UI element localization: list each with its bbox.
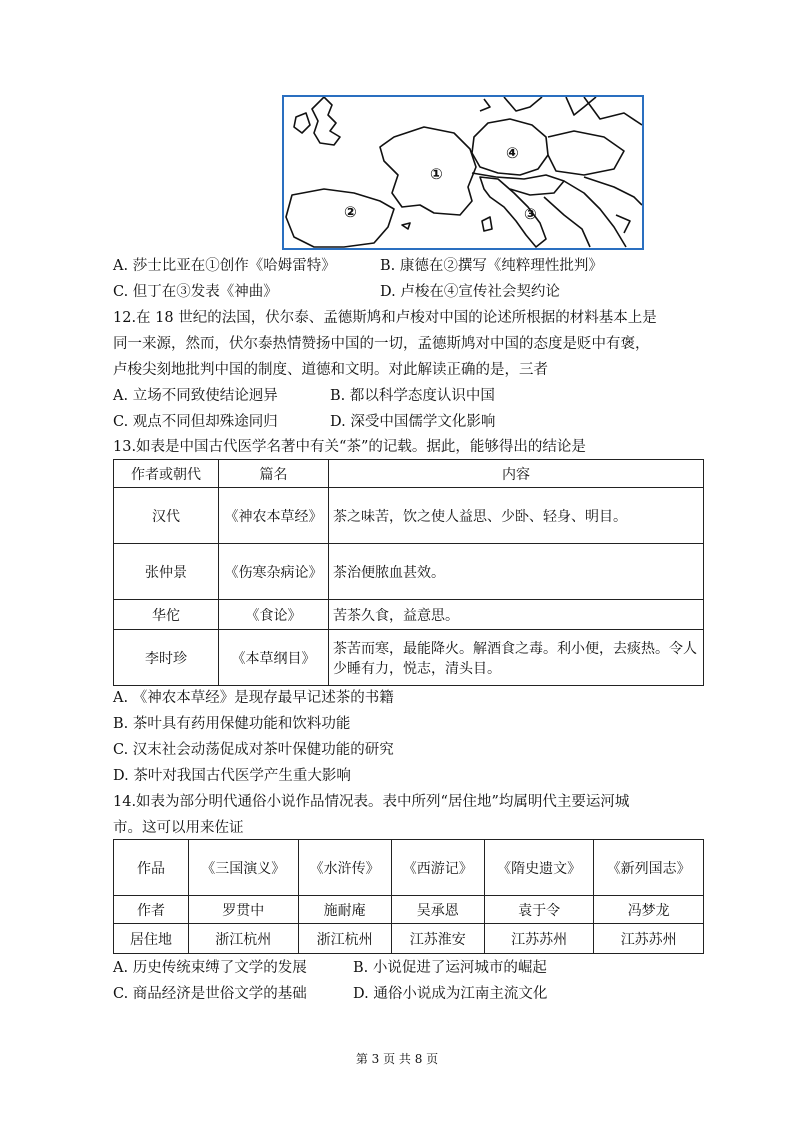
- map-marker-1: ①: [430, 165, 443, 183]
- q14-stem-line-1: 14.如表为部分明代通俗小说作品情况表。表中所列“居住地”均属明代主要运河城: [113, 794, 630, 810]
- map-drawing: [284, 97, 642, 248]
- table-cell: 《三国演义》: [189, 840, 299, 896]
- table-cell: 浙江杭州: [189, 924, 299, 954]
- table-cell: 吴承恩: [391, 896, 484, 924]
- table-cell: 茶治便脓血甚效。: [329, 544, 704, 600]
- q12-stem-line-2: 同一来源，然而，伏尔泰热情赞扬中国的一切，孟德斯鸠对中国的态度是贬中有褒，: [113, 336, 650, 352]
- row-header-cell: 作品: [114, 840, 189, 896]
- header-cell: 内容: [329, 460, 704, 488]
- table-cell: 茶苦而寒，最能降火。解酒食之毒。利小便，去痰热。令人少睡有力，悦志，清头目。: [329, 630, 704, 686]
- table-cell: 茶之味苦，饮之使人益思、少卧、轻身、明目。: [329, 488, 704, 544]
- header-cell: 作者或朝代: [114, 460, 219, 488]
- map-marker-2: ②: [344, 203, 357, 221]
- table-row: [114, 488, 704, 544]
- europe-map: [282, 95, 644, 250]
- q12-option-b[interactable]: B. 都以科学态度认识中国: [330, 388, 495, 404]
- table-cell: 《隋史遗文》: [484, 840, 594, 896]
- table-cell: 汉代: [114, 488, 219, 544]
- table-cell: 《伤寒杂病论》: [219, 544, 329, 600]
- map-marker-3: ③: [524, 205, 537, 223]
- q14-option-b[interactable]: B. 小说促进了运河城市的崛起: [353, 960, 547, 976]
- table-cell: 施耐庵: [298, 896, 391, 924]
- table-row: [114, 924, 704, 954]
- q11-option-a[interactable]: A. 莎士比亚在①创作《哈姆雷特》: [113, 258, 336, 274]
- row-header-cell: 作者: [114, 896, 189, 924]
- q11-option-b[interactable]: B. 康德在②撰写《纯粹理性批判》: [380, 258, 603, 274]
- page-footer: 第 3 页 共 8 页: [355, 1052, 439, 1066]
- q13-option-c[interactable]: C. 汉末社会动荡促成对茶叶保健功能的研究: [113, 742, 394, 758]
- table-cell: 《新列国志》: [594, 840, 704, 896]
- table-cell: 浙江杭州: [298, 924, 391, 954]
- q14-table: [113, 839, 704, 954]
- q12-stem-line-1: 12.在 18 世纪的法国，伏尔泰、孟德斯鸠和卢梭对中国的论述所根据的材料基本上是: [113, 310, 657, 326]
- table-cell: 《食论》: [219, 600, 329, 630]
- table-cell: 江苏苏州: [484, 924, 594, 954]
- table-cell: 苦茶久食，益意思。: [329, 600, 704, 630]
- q14-option-d[interactable]: D. 通俗小说成为江南主流文化: [353, 986, 548, 1002]
- table-cell: 《本草纲目》: [219, 630, 329, 686]
- q12-option-c[interactable]: C. 观点不同但却殊途同归: [113, 414, 278, 430]
- q13-table: [113, 459, 704, 686]
- table-row: [114, 896, 704, 924]
- q14-option-a[interactable]: A. 历史传统束缚了文学的发展: [113, 960, 307, 976]
- table-cell: 袁于令: [484, 896, 594, 924]
- table-row: [114, 630, 704, 686]
- table-cell: 《水浒传》: [298, 840, 391, 896]
- table-row: [114, 544, 704, 600]
- table-cell: 罗贯中: [189, 896, 299, 924]
- table-cell: 冯梦龙: [594, 896, 704, 924]
- map-marker-4: ④: [506, 144, 519, 162]
- q14-option-c[interactable]: C. 商品经济是世俗文学的基础: [113, 986, 307, 1002]
- table-cell: 江苏苏州: [594, 924, 704, 954]
- table-header-row: [114, 460, 704, 488]
- q13-option-d[interactable]: D. 茶叶对我国古代医学产生重大影响: [113, 768, 351, 784]
- table-cell: 江苏淮安: [391, 924, 484, 954]
- q14-stem-line-2: 市。这可以用来佐证: [113, 820, 244, 836]
- q12-option-d[interactable]: D. 深受中国儒学文化影响: [330, 414, 496, 430]
- q12-option-a[interactable]: A. 立场不同致使结论迥异: [113, 388, 278, 404]
- table-cell: 《西游记》: [391, 840, 484, 896]
- table-cell: 《神农本草经》: [219, 488, 329, 544]
- q13-option-b[interactable]: B. 茶叶具有药用保健功能和饮料功能: [113, 716, 351, 732]
- table-cell: 张仲景: [114, 544, 219, 600]
- header-cell: 篇名: [219, 460, 329, 488]
- table-cell: 李时珍: [114, 630, 219, 686]
- row-header-cell: 居住地: [114, 924, 189, 954]
- q13-stem: 13.如表是中国古代医学名著中有关“茶”的记载。据此，能够得出的结论是: [113, 439, 586, 455]
- q13-option-a[interactable]: A. 《神农本草经》是现存最早记述茶的书籍: [113, 690, 394, 706]
- table-row: [114, 840, 704, 896]
- table-cell: 华佗: [114, 600, 219, 630]
- q11-option-d[interactable]: D. 卢梭在④宣传社会契约论: [380, 284, 560, 300]
- q11-option-c[interactable]: C. 但丁在③发表《神曲》: [113, 284, 278, 300]
- table-row: [114, 600, 704, 630]
- q12-stem-line-3: 卢梭尖刻地批判中国的制度、道德和文明。对此解读正确的是，三者: [113, 362, 548, 378]
